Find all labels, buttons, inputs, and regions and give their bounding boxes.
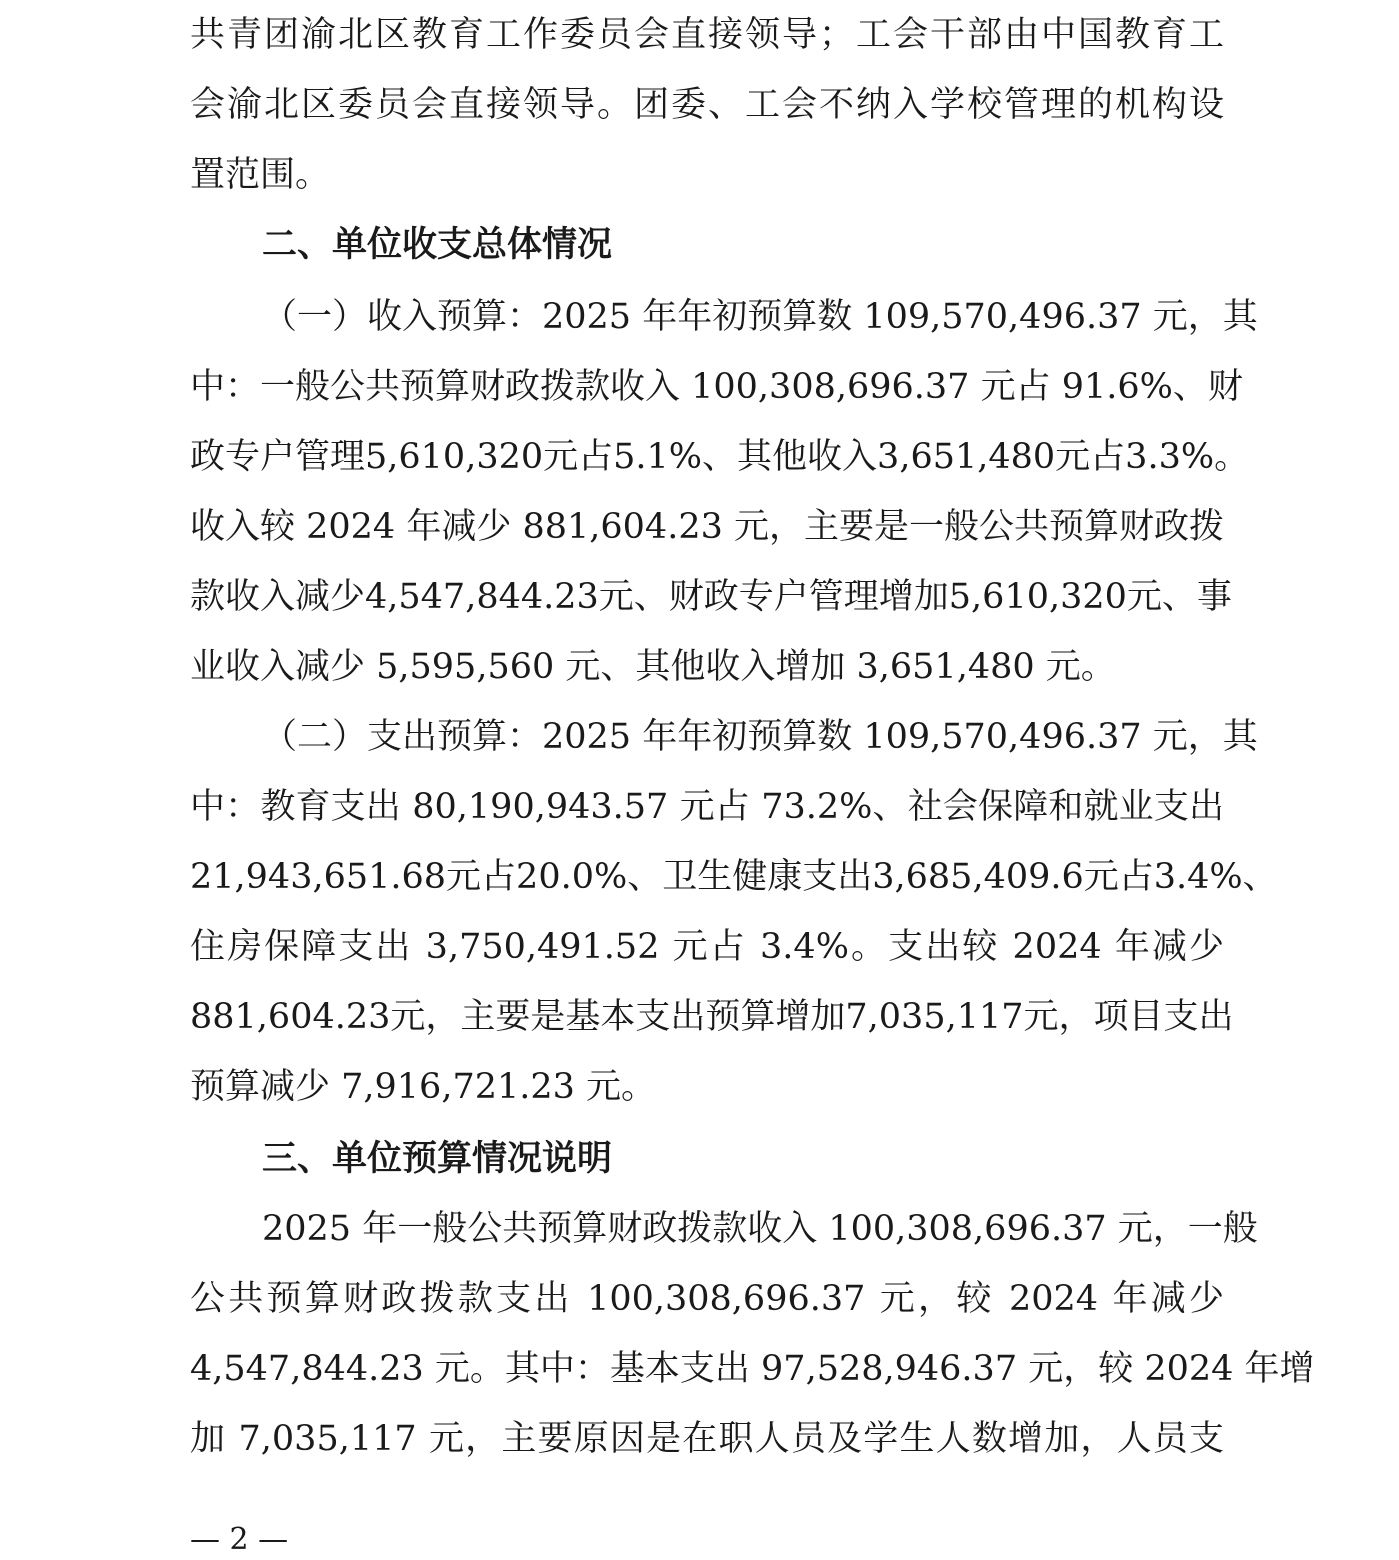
section-heading-3: 三、单位预算情况说明: [262, 1139, 613, 1179]
intro-line-1: 共青团渝北区教育工作委员会直接领导；工会干部由中国教育工: [190, 15, 1224, 55]
income-line-2: 中：一般公共预算财政拨款收入 100,308,696.37 元占 91.6%、财: [190, 367, 1243, 407]
page-number: — 2 —: [190, 1522, 289, 1557]
section3-line-4: 加 7,035,117 元，主要原因是在职人员及学生人数增加，人员支: [190, 1419, 1224, 1459]
income-line-5: 款收入减少4,547,844.23元、财政专户管理增加5,610,320元、事: [190, 577, 1232, 617]
income-line-1: （一）收入预算：2025 年年初预算数 109,570,496.37 元，其: [262, 297, 1258, 337]
expenditure-line-1: （二）支出预算：2025 年年初预算数 109,570,496.37 元，其: [262, 717, 1258, 757]
expenditure-line-5: 881,604.23元，主要是基本支出预算增加7,035,117元，项目支出: [190, 997, 1234, 1037]
intro-line-3: 置范围。: [190, 155, 331, 195]
section3-line-1: 2025 年一般公共预算财政拨款收入 100,308,696.37 元，一般: [262, 1209, 1258, 1249]
section3-line-3: 4,547,844.23 元。其中：基本支出 97,528,946.37 元，较 2024 年增: [190, 1349, 1315, 1389]
expenditure-line-4: 住房保障支出 3,750,491.52 元占 3.4%。支出较 2024 年减少: [190, 927, 1224, 967]
expenditure-line-6: 预算减少 7,916,721.23 元。: [190, 1067, 657, 1107]
intro-line-2: 会渝北区委员会直接领导。团委、工会不纳入学校管理的机构设: [190, 85, 1224, 125]
section-heading-2: 二、单位收支总体情况: [262, 225, 613, 265]
section3-line-2: 公共预算财政拨款支出 100,308,696.37 元，较 2024 年减少: [190, 1279, 1224, 1319]
income-line-6: 业收入减少 5,595,560 元、其他收入增加 3,651,480 元。: [190, 647, 1116, 687]
expenditure-line-3: 21,943,651.68元占20.0%、卫生健康支出3,685,409.6元占3.4%、: [190, 857, 1278, 897]
income-line-3: 政专户管理5,610,320元占5.1%、其他收入3,651,480元占3.3%。: [190, 437, 1250, 477]
income-line-4: 收入较 2024 年减少 881,604.23 元，主要是一般公共预算财政拨: [190, 507, 1224, 547]
expenditure-line-2: 中：教育支出 80,190,943.57 元占 73.2%、社会保障和就业支出: [190, 787, 1224, 827]
